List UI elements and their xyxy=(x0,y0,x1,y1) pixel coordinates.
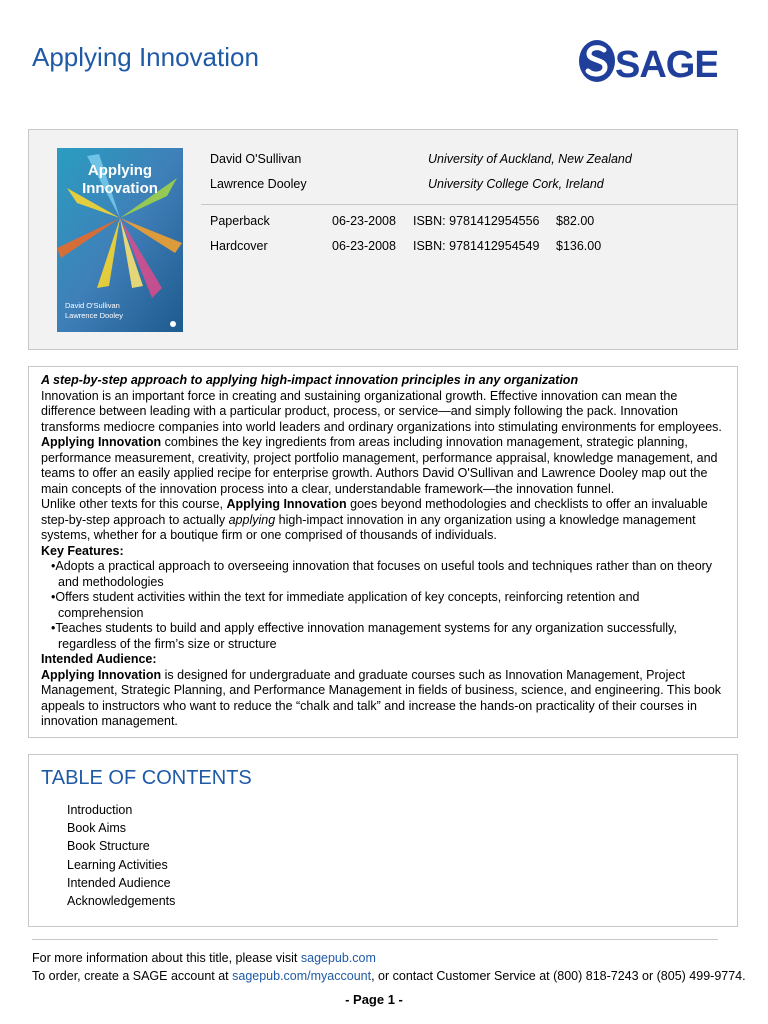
toc-list xyxy=(67,801,175,910)
toc-item: Intended Audience xyxy=(67,875,171,890)
book-title-emphasis: Applying Innovation xyxy=(41,667,162,682)
footer-text: To order, create a SAGE account at xyxy=(32,969,233,983)
description-paragraph xyxy=(41,497,725,544)
cover-title-line1: Applying xyxy=(87,162,153,179)
paragraph-text: combines the key ingredients from areas including innovation management, strategic planning, performance measurement, creativity, project portfolio management, performance appraisal, knowledge management, and teams to offer an easily applied recipe for enterprise growth. Authors David O'Sullivan and Lawrence Dooley map out the main concepts of the innovation process into a clear, understandable framework—the innovation funnel. xyxy=(41,435,718,496)
edition-format: Paperback xyxy=(210,214,270,228)
sagepub-link[interactable]: sagepub.com xyxy=(300,951,376,965)
features-heading: Key Features: xyxy=(41,543,124,558)
edition-date: 06-23-2008 xyxy=(332,214,396,228)
page-number: - Page 1 - xyxy=(345,992,403,1007)
cover-title-line2: Innovation xyxy=(82,180,158,197)
italic-emphasis: applying xyxy=(228,512,276,527)
sage-logo-text: SAGE xyxy=(615,44,717,84)
toc-title: TABLE OF CONTENTS xyxy=(41,767,252,789)
author-affiliation: University College Cork, Ireland xyxy=(428,177,604,191)
toc-item: Introduction xyxy=(67,803,133,817)
feature-item: •Offers student activities within the text for immediate application of key concepts, reinforcing retention and comprehension xyxy=(51,590,640,620)
description-paragraph xyxy=(41,435,725,497)
book-cover-image[interactable] xyxy=(57,148,183,332)
page-title: Applying Innovation xyxy=(32,42,259,72)
feature-item: •Adopts a practical approach to overseeing innovation that focuses on useful tools and techniques rather than on theory and methodologies xyxy=(51,559,713,589)
author-affiliation: University of Auckland, New Zealand xyxy=(428,152,632,166)
toc-item: Book Structure xyxy=(67,839,150,854)
footer-text: For more information about this title, please visit xyxy=(32,951,301,965)
divider xyxy=(201,204,737,205)
toc-item: Acknowledgements xyxy=(67,893,176,908)
footer-order-line xyxy=(32,969,746,983)
audience-paragraph xyxy=(41,668,725,730)
book-info-panel xyxy=(28,129,738,350)
paragraph-text: high-impact innovation in any organization using a knowledge management systems, whether for a boutique firm or one comprised of thousands of individuals. xyxy=(41,512,696,542)
edition-isbn: ISBN: 9781412954549 xyxy=(413,239,540,253)
edition-isbn: ISBN: 9781412954556 xyxy=(413,214,540,228)
edition-price: $136.00 xyxy=(556,239,602,253)
toc-item: Book Aims xyxy=(67,821,127,836)
cover-author-1: David O'Sullivan xyxy=(65,301,120,310)
sage-logo-icon xyxy=(577,38,717,84)
sage-logo[interactable] xyxy=(577,38,717,84)
book-title-emphasis: Applying Innovation xyxy=(41,435,162,449)
paragraph-text: goes beyond methodologies and checklists to offer an invaluable step-by-step approach to actually xyxy=(41,497,708,527)
myaccount-link[interactable]: sagepub.com/myaccount xyxy=(232,969,372,983)
table-of-contents-panel xyxy=(28,754,738,927)
edition-price: $82.00 xyxy=(556,214,595,228)
description-panel xyxy=(28,366,738,738)
audience-heading: Intended Audience: xyxy=(41,652,157,666)
footer-divider xyxy=(32,939,718,940)
edition-format: Hardcover xyxy=(210,239,268,253)
edition-date: 06-23-2008 xyxy=(332,239,396,253)
book-title-emphasis: Applying Innovation xyxy=(226,497,347,511)
footer-text: , or contact Customer Service at (800) 818-7243 or (805) 499-9774. xyxy=(371,969,746,983)
footer-info-line xyxy=(32,951,376,965)
toc-item: Learning Activities xyxy=(67,857,168,872)
paragraph-text: is designed for undergraduate and graduate courses such as Innovation Management, Project Management, Strategic Planning, and Performance Management in fields of business, science, and engineering. This book appeals to instructors who want to reduce the “chalk and talk” and increase the hands-on practicality of their courses in innovation management. xyxy=(41,667,722,728)
author-name: David O'Sullivan xyxy=(210,152,302,166)
cover-author-2: Lawrence Dooley xyxy=(65,311,123,320)
author-name: Lawrence Dooley xyxy=(210,177,307,191)
feature-item: •Teaches students to build and apply effective innovation management systems for any organization successfully, regardless of the firm’s size or structure xyxy=(51,621,677,651)
tagline: A step-by-step approach to applying high-impact innovation principles in any organization xyxy=(41,373,579,387)
description-paragraph: Innovation is an important force in creating and sustaining organizational growth. Effective innovation can mean the difference between leading with a particular product, process, or service—and simply following the pack. Innovation transforms mediocre companies into world leaders and ordinary organizations into stimulating environments for employees. xyxy=(41,388,722,434)
paragraph-text: Unlike other texts for this course, xyxy=(41,497,227,511)
